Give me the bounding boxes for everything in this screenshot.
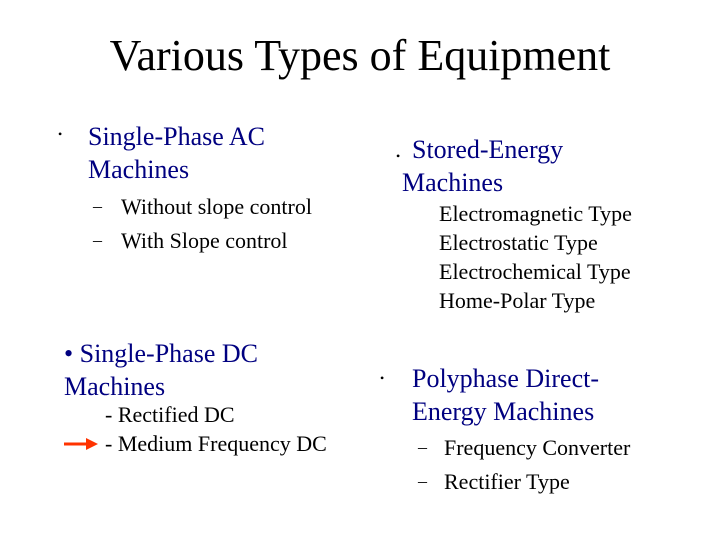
bullet-icon: • [396, 149, 401, 163]
dash-icon: – [93, 230, 102, 250]
bullet-icon: • [58, 127, 63, 141]
single-phase-ac-heading-cont: Machines [88, 155, 190, 184]
dash-icon: – [418, 437, 427, 457]
single-phase-dc-heading: • Single-Phase DC [64, 339, 258, 368]
single-phase-dc-heading-cont: Machines [64, 372, 166, 401]
list-item: Electrostatic Type [439, 230, 598, 255]
list-item: Electromagnetic Type [439, 201, 632, 226]
dash-icon: – [418, 471, 427, 491]
polyphase-heading-cont: Energy Machines [412, 397, 595, 426]
list-item: Without slope control [121, 194, 312, 219]
bullet-icon: • [380, 371, 385, 385]
stored-energy-heading-cont: Machines [402, 168, 504, 197]
polyphase-heading: Polyphase Direct- [412, 364, 600, 393]
list-item: Home-Polar Type [439, 288, 596, 313]
list-item: Electrochemical Type [439, 259, 631, 284]
list-item: - Medium Frequency DC [105, 431, 327, 456]
list-item: - Rectified DC [105, 402, 235, 427]
list-item: Frequency Converter [444, 435, 631, 460]
list-item: With Slope control [121, 228, 288, 253]
stored-energy-heading: Stored-Energy [412, 135, 564, 164]
right-arrow-icon [64, 437, 98, 451]
dash-icon: – [93, 196, 102, 216]
list-item: Rectifier Type [444, 469, 570, 494]
slide-title: Various Types of Equipment [109, 31, 611, 80]
single-phase-ac-heading: Single-Phase AC [88, 122, 265, 151]
